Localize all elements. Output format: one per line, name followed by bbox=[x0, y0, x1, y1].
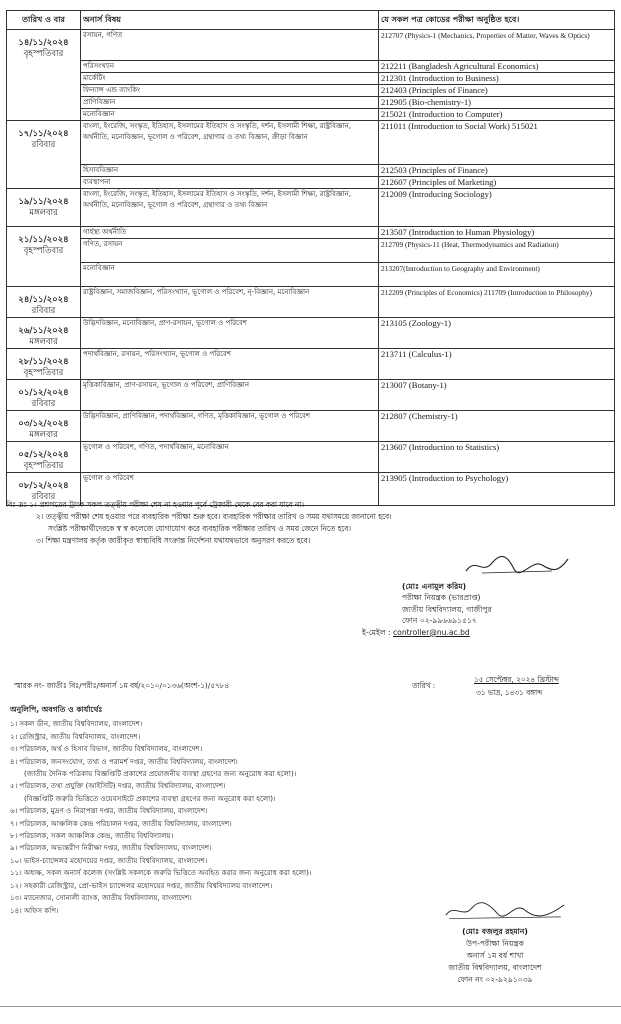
date-day-cell bbox=[7, 318, 81, 349]
table-row bbox=[7, 85, 615, 97]
page-bottom-rule bbox=[0, 1006, 621, 1007]
controller-name: (মোঃ এনামুল করিম) bbox=[402, 581, 467, 591]
paper-code-cell: 211011 (Introduction to Social Work) 515021 bbox=[379, 121, 615, 165]
controller-email[interactable]: controller@nu.ac.bd bbox=[393, 627, 470, 637]
exam-date: ০১/১২/২০২৪ bbox=[18, 388, 69, 398]
table-row bbox=[7, 165, 615, 177]
copy-list-item: ৭। পরিচালক, আঞ্চলিক কেন্দ্র পরিচালন দপ্তর, জাতীয় বিশ্ববিদ্যালয়, বাংলাদেশ। bbox=[10, 818, 232, 828]
copy-list-items bbox=[10, 718, 610, 917]
exam-day: রবিবার bbox=[31, 140, 56, 150]
exam-date: ২৮/১১/২০২৪ bbox=[18, 357, 69, 367]
copy-list-item: ৬। পরিচালক, মুদ্রণ ও নিরাপত্তা দপ্তর, জাতীয় বিশ্ববিদ্যালয়, বাংলাদেশ। bbox=[10, 806, 208, 816]
table-row bbox=[7, 30, 615, 61]
exam-date: ২১/১১/২০২৪ bbox=[18, 235, 69, 245]
subject-cell: মার্কেটিং bbox=[81, 73, 379, 85]
deputy-name: (মোঃ বজলুর রহমান) bbox=[462, 927, 528, 936]
table-row bbox=[7, 411, 615, 442]
date-day-cell bbox=[7, 349, 81, 380]
table-row bbox=[7, 177, 615, 189]
exam-date: ২৪/১১/২০২৪ bbox=[18, 295, 69, 305]
exam-date: ১৪/১১/২০২৪ bbox=[18, 38, 69, 48]
exam-schedule-table bbox=[6, 10, 615, 506]
paper-code-cell: 212607 (Principles of Marketing) bbox=[379, 177, 615, 189]
paper-code-cell: 212009 (Introducing Sociology) bbox=[379, 189, 615, 227]
table-row bbox=[7, 97, 615, 109]
subject-cell: পদার্থবিজ্ঞান, রসায়ন, পরিসংখ্যান, ভূগোল ও পরিবেশ bbox=[81, 349, 379, 380]
copy-list-item: (জাতীয় দৈনিক পত্রিকায় বিজ্ঞপ্তিটি প্রকাশের প্রয়োজনীয় ব্যবস্থা গ্রহণের জন্য অনুরোধ করা হলো)। bbox=[24, 769, 297, 779]
exam-day: রবিবার bbox=[31, 306, 56, 316]
header-date-day: তারিখ ও বার bbox=[7, 11, 81, 30]
copy-list-item: ১। সকল ডীন, জাতীয় বিশ্ববিদ্যালয়, বাংলাদেশ। bbox=[10, 719, 143, 729]
paper-code-cell: 212403 (Principles of Finance) bbox=[379, 85, 615, 97]
note-2-cont: সংশ্লিষ্ট পরীক্ষার্থীদেরকে স্ব স্ব কলেজে যোগাযোগ করে ব্যবহারিক পরীক্ষার তারিখ ও সময় জেনে নিতে হবে। bbox=[48, 524, 352, 533]
subject-cell: বাংলা, ইংরেজি, সংস্কৃত, ইতিহাস, ইসলামের ইতিহাস ও সংস্কৃতি, দর্শন, ইসলামী শিক্ষা, রাষ্ট্রবিজ্ঞান, অর্থনীতি, মনোবিজ্ঞান, ভূগোল ও পরিবেশ, গ্রন্থাগার ও তথ্য বিজ্ঞান bbox=[81, 189, 379, 227]
deputy-controller-signature-block bbox=[395, 898, 595, 986]
paper-code-cell: 212211 (Bangladesh Agricultural Economics) bbox=[379, 61, 615, 73]
subject-cell: ফিন্যান্স এন্ড ব্যাংকিং bbox=[81, 85, 379, 97]
exam-day: বৃহস্পতিবার bbox=[23, 246, 64, 256]
controller-org: জাতীয় বিশ্ববিদ্যালয়, গাজীপুর bbox=[402, 604, 492, 614]
date-day-cell bbox=[7, 287, 81, 318]
paper-code-cell: 213507 (Introduction to Human Physiology) bbox=[379, 227, 615, 239]
exam-day: মঙ্গলবার bbox=[29, 430, 58, 440]
subject-cell: উদ্ভিদবিজ্ঞান, মনোবিজ্ঞান, প্রাণ-রসায়ন, ভূগোল ও পরিবেশ bbox=[81, 318, 379, 349]
table-row bbox=[7, 227, 615, 239]
table-header-row bbox=[7, 11, 615, 30]
exam-day: রবিবার bbox=[31, 492, 56, 502]
subject-cell: রাষ্ট্রবিজ্ঞান, সমাজবিজ্ঞান, পরিসংখ্যান, ভূগোল ও পরিবেশ, নৃ-বিজ্ঞান, মনোবিজ্ঞান bbox=[81, 287, 379, 318]
memo-date-label: তারিখ : bbox=[412, 681, 436, 690]
table-row bbox=[7, 109, 615, 121]
subject-cell: মনোবিজ্ঞান bbox=[81, 263, 379, 287]
date-day-cell bbox=[7, 227, 81, 287]
paper-code-cell: 212301 (Introduction to Business) bbox=[379, 73, 615, 85]
exam-day: বৃহস্পতিবার bbox=[23, 461, 64, 471]
copy-list-item: ৪। পরিচালক, জনসংযোগ, তথ্য ও পরামর্শ দপ্তর, জাতীয় বিশ্ববিদ্যালয়, বাংলাদেশ। bbox=[10, 756, 238, 766]
header-paper-code: যে সকল পত্র কোডের পরীক্ষা অনুষ্ঠিত হবে। bbox=[379, 11, 615, 30]
copy-list-item: ১৩। ম্যানেজার, সোনালী ব্যাংক, জাতীয় বিশ্ববিদ্যালয়, বাংলাদেশ। bbox=[10, 893, 192, 903]
exam-day: মঙ্গলবার bbox=[29, 337, 58, 347]
copy-list-item: ৩। পরিচালক, অর্থ ও হিসাব বিভাগ, জাতীয় বিশ্ববিদ্যালয়, বাংলাদেশ। bbox=[10, 744, 203, 754]
subject-cell: ভূগোল ও পরিবেশ, গণিত, পদার্থবিজ্ঞান, মনোবিজ্ঞান bbox=[81, 442, 379, 473]
header-subject: অনার্স বিষয় bbox=[81, 11, 379, 30]
exam-date: ০৮/১২/২০২৪ bbox=[18, 481, 69, 491]
paper-code-cell: 213105 (Zoology-1) bbox=[379, 318, 615, 349]
paper-code-cell: 212503 (Principles of Finance) bbox=[379, 165, 615, 177]
subject-cell: উদ্ভিদবিজ্ঞান, প্রাণিবিজ্ঞান, পদার্থবিজ্ঞান, গণিত, মৃত্তিকাবিজ্ঞান, ভূগোল ও পরিবেশ bbox=[81, 411, 379, 442]
table-row bbox=[7, 73, 615, 85]
exam-day: বৃহস্পতিবার bbox=[23, 368, 64, 378]
paper-code-cell: 212707 (Physics-1 (Mechanics, Properties of Matter, Waves & Optics) bbox=[379, 30, 615, 61]
copy-list-item: ৮। পরিচালক, সকল আঞ্চলিক কেন্দ্র, জাতীয় বিশ্ববিদ্যালয়। bbox=[10, 831, 174, 841]
copy-list-item: ১৪। অফিস কপি। bbox=[10, 905, 59, 915]
exam-day: বৃহস্পতিবার bbox=[23, 49, 64, 59]
deputy-org: জাতীয় বিশ্ববিদ্যালয়, বাংলাদেশ bbox=[448, 963, 542, 972]
subject-cell: মৃত্তিকাবিজ্ঞান, প্রাণ-রসায়ন, ভূগোল ও পরিবেশ, প্রাণিবিজ্ঞান bbox=[81, 380, 379, 411]
deputy-phone: ফোন নং ০২-৯২৯১০৩৯ bbox=[457, 975, 533, 984]
copy-list-item: (বিজ্ঞপ্তিটি জরুরি ভিত্তিতে ওয়েবসাইটে প্রকাশের ব্যবস্থা গ্রহণের জন্য অনুরোধ করা হলো)। bbox=[24, 793, 276, 803]
paper-code-cell: 212709 (Physics-11 (Heat, Thermodynamics and Radiation) bbox=[379, 239, 615, 263]
subject-cell: ভূগোল ও পরিবেশ bbox=[81, 473, 379, 506]
handwritten-signature-2 bbox=[430, 898, 580, 922]
deputy-title: উপ-পরীক্ষা নিয়ন্ত্রক bbox=[466, 939, 524, 948]
copy-list-item: ১২। সহকারী রেজিস্ট্রার, প্রো-ভাইস চ্যান্সেলর মহোদয়ের দপ্তর, জাতীয় বিশ্ববিদ্যালয় বাংলাদেশ। bbox=[10, 880, 273, 890]
controller-email-line bbox=[362, 627, 602, 639]
paper-code-cell: 213207(Introduction to Geography and Environment) bbox=[379, 263, 615, 287]
table-row bbox=[7, 189, 615, 227]
copy-list-item: ১১। অধ্যক্ষ, সকল অনার্স কলেজ (সংশ্লিষ্ট সকলকে জরুরি ভিত্তিতে অবহিত করার জন্য অনুরোধ করা হলো)। bbox=[10, 868, 312, 878]
controller-title: পরীক্ষা নিয়ন্ত্রক (ভারপ্রাপ্ত) bbox=[402, 593, 481, 602]
copy-list-item: ১০। ভাইস-চ্যান্সেলর মহোদয়ের দপ্তর, জাতীয় বিশ্ববিদ্যালয়, বাংলাদেশ। bbox=[10, 855, 208, 865]
subject-cell: ব্যবস্থাপনা bbox=[81, 177, 379, 189]
memo-ref: স্মারক নং- জাতীঃ বিঃ/পরীঃ/অনার্স ১ম বর্ষ/২০১০/০১৩৬(অংশ-১)/৫৭৮৪ bbox=[14, 681, 230, 690]
notes-section bbox=[6, 499, 614, 547]
deputy-section: অনার্স ১ম বর্ষ শাখা bbox=[466, 951, 524, 960]
date-day-cell bbox=[7, 189, 81, 227]
date-day-cell bbox=[7, 411, 81, 442]
table-body bbox=[7, 30, 615, 506]
date-day-cell bbox=[7, 30, 81, 121]
table-row bbox=[7, 287, 615, 318]
copy-list bbox=[10, 704, 610, 917]
subject-cell: বাংলা, ইংরেজি, সংস্কৃত, ইতিহাস, ইসলামের ইতিহাস ও সংস্কৃতি, দর্শন, ইসলামী শিক্ষা, রাষ্ট্রবিজ্ঞান, অর্থনীতি, মনোবিজ্ঞান, ভূগোল ও পরিবেশ, গ্রন্থাগার ও তথ্য বিজ্ঞান, ক্রীড়া বিজ্ঞান bbox=[81, 121, 379, 165]
copy-list-item: ৯। পরিচালক, অভ্যন্তরীণ নিরীক্ষা দপ্তর, জাতীয় বিশ্ববিদ্যালয়, বাংলাদেশ। bbox=[10, 843, 212, 853]
exam-date: ০৫/১২/২০২৪ bbox=[18, 450, 69, 460]
date-day-cell bbox=[7, 442, 81, 473]
controller-phone: ফোন ০২-৯৯৬৬৯১৫১৭ bbox=[402, 616, 477, 625]
note-3: ৩। শিক্ষা মন্ত্রণালয় কর্তৃক জারীকৃত স্বাস্থ্যবিধি সংক্রান্ত নির্দেশনা যথাযথভাবে অনুসরণ করতে হবে। bbox=[36, 536, 311, 545]
paper-code-cell: 213711 (Calculus-1) bbox=[379, 349, 615, 380]
exam-date: ১৯/১১/২০২৪ bbox=[18, 197, 69, 207]
exam-date: ০৩/১২/২০২৪ bbox=[18, 419, 69, 429]
paper-code-cell: 212807 (Chemistry-1) bbox=[379, 411, 615, 442]
table-row bbox=[7, 380, 615, 411]
controller-signature-block bbox=[362, 553, 602, 638]
copy-list-heading: অনুলিপি, অবগতি ও কার্যার্থেঃ bbox=[10, 705, 103, 714]
email-label: ই-মেইল : bbox=[362, 627, 391, 637]
note-2: ২। তত্ত্বীয় পরীক্ষা শেষ হওয়ার পরে ব্যবহারিক পরীক্ষা শুরু হবে। ব্যবহারিক পরীক্ষার তারিখ ও সময় যথাসময়ে জানানো হবে। bbox=[36, 512, 392, 521]
table-row bbox=[7, 61, 615, 73]
paper-code-cell: 212209 (Principles of Economics) 211709 (Introduction to Philosophy) bbox=[379, 287, 615, 318]
copy-list-item: ৫। পরিচালক, তথ্য প্রযুক্তি (আইসিটি) দপ্তর, জাতীয় বিশ্ববিদ্যালয়, বাংলাদেশ। bbox=[10, 781, 226, 791]
subject-cell: মনোবিজ্ঞান bbox=[81, 109, 379, 121]
table-row bbox=[7, 318, 615, 349]
memo-date-gregorian: ১৫ সেপ্টেম্বর, ২০২৪ খ্রিস্টাব্দ bbox=[474, 675, 559, 684]
subject-cell: হিসাববিজ্ঞান bbox=[81, 165, 379, 177]
paper-code-cell: 213607 (Introduction to Statistics) bbox=[379, 442, 615, 473]
exam-date: ১৭/১১/২০২৪ bbox=[18, 129, 69, 139]
paper-code-cell: 212905 (Bio-chemistry-1) bbox=[379, 97, 615, 109]
note-1: বিঃ দ্রঃ ১। প্রশ্নপত্রের ট্রাংক সকল তত্ত্বীয় পরীক্ষা শেষ না হওয়ার পূর্বে ট্রেজারী থেকে বের করা যাবে না। bbox=[6, 500, 304, 509]
subject-cell: গণিত, রসায়ন bbox=[81, 239, 379, 263]
subject-cell: গার্হস্থ্য অর্থনীতি bbox=[81, 227, 379, 239]
exam-day: রবিবার bbox=[31, 399, 56, 409]
paper-code-cell: 215021 (Introduction to Computer) bbox=[379, 109, 615, 121]
date-day-cell bbox=[7, 380, 81, 411]
table-row bbox=[7, 121, 615, 165]
subject-cell: পরিসংখ্যান bbox=[81, 61, 379, 73]
paper-code-cell: 213007 (Botany-1) bbox=[379, 380, 615, 411]
copy-list-item: ২। রেজিস্ট্রার, জাতীয় বিশ্ববিদ্যালয়, বাংলাদেশ। bbox=[10, 731, 141, 741]
memo-date-bangla: ৩১ ভাদ্র, ১৪৩১ বঙ্গাব্দ bbox=[476, 688, 543, 697]
table-row bbox=[7, 442, 615, 473]
subject-cell: প্রাণিবিজ্ঞান bbox=[81, 97, 379, 109]
subject-cell: রসায়ন, গণিত bbox=[81, 30, 379, 61]
table-row bbox=[7, 263, 615, 287]
handwritten-signature-1 bbox=[462, 553, 572, 577]
paper-code-cell: 213905 (Introduction to Psychology) bbox=[379, 473, 615, 506]
exam-date: ২৬/১১/২০২৪ bbox=[18, 326, 69, 336]
exam-day: মঙ্গলবার bbox=[29, 208, 58, 218]
table-row bbox=[7, 239, 615, 263]
date-day-cell bbox=[7, 121, 81, 189]
table-row bbox=[7, 349, 615, 380]
